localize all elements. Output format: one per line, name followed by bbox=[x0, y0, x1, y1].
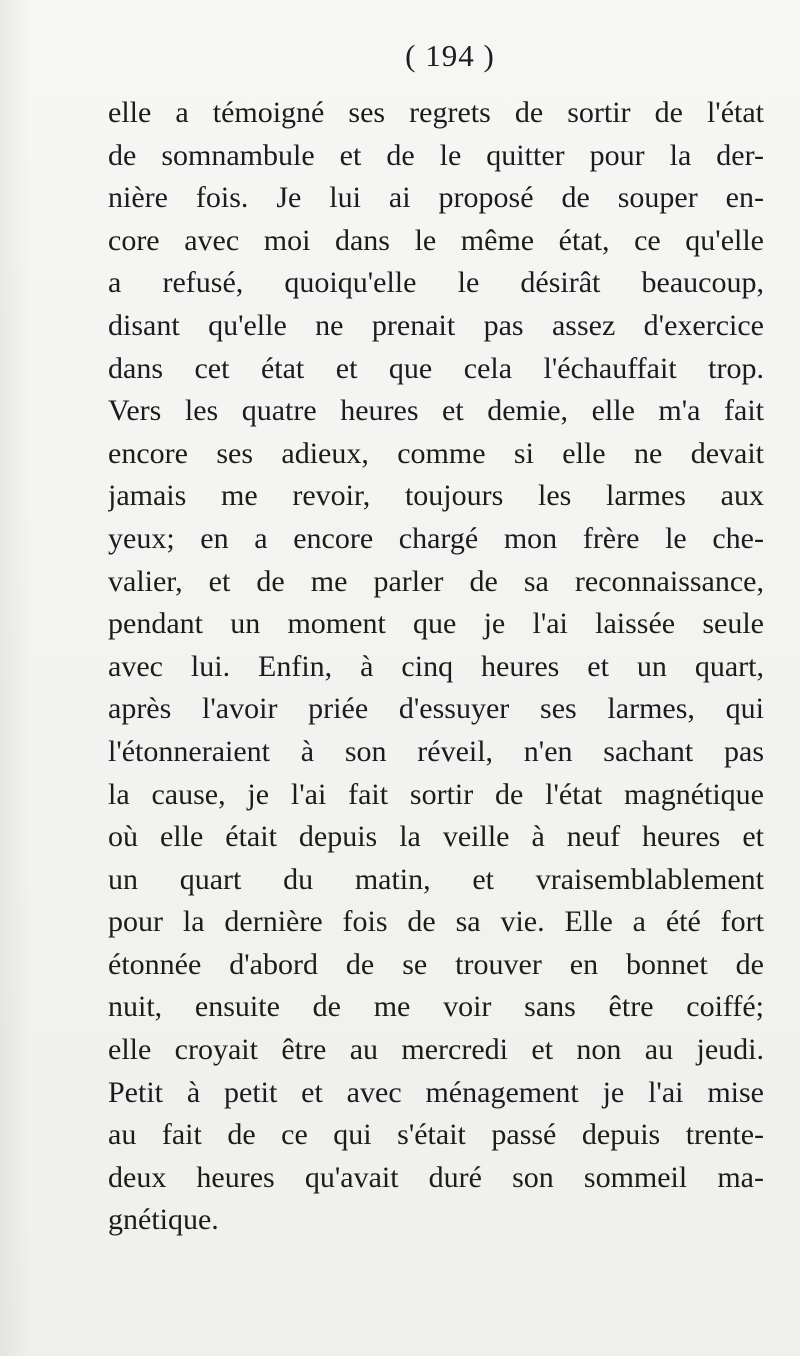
text-line: l'étonneraient à son réveil, n'en sachant pas bbox=[108, 734, 764, 768]
text-line: elle croyait être au mercredi et non au jeudi. bbox=[108, 1033, 764, 1067]
text-line: après l'avoir priée d'essuyer ses larmes, qui bbox=[108, 692, 764, 726]
text-line: au fait de ce qui s'était passé depuis trente- bbox=[108, 1118, 764, 1152]
text-line: la cause, je l'ai fait sortir de l'état magnétique bbox=[108, 777, 764, 811]
text-line: Petit à petit et avec ménagement je l'ai mise bbox=[108, 1075, 764, 1109]
text-line: disant qu'elle ne prenait pas assez d'exercice bbox=[108, 308, 764, 342]
text-line: de somnambule et de le quitter pour la der- bbox=[108, 138, 764, 172]
text-line: nuit, ensuite de me voir sans être coiffé; bbox=[108, 990, 764, 1024]
text-line: dans cet état et que cela l'échauffait trop. bbox=[108, 351, 764, 385]
text-line: un quart du matin, et vraisemblablement bbox=[108, 862, 764, 896]
body-text bbox=[108, 92, 764, 1242]
text-line: pendant un moment que je l'ai laissée seule bbox=[108, 607, 764, 641]
text-line: avec lui. Enfin, à cinq heures et un quart, bbox=[108, 649, 764, 683]
text-line: jamais me revoir, toujours les larmes aux bbox=[108, 479, 764, 513]
text-line: valier, et de me parler de sa reconnaissance, bbox=[108, 564, 764, 598]
text-line: elle a témoigné ses regrets de sortir de l'état bbox=[108, 96, 764, 129]
text-line: gnétique. bbox=[108, 1203, 219, 1237]
text-line: où elle était depuis la veille à neuf heures et bbox=[108, 820, 764, 854]
text-line: étonnée d'abord de se trouver en bonnet de bbox=[108, 947, 764, 981]
page-number: ( 194 ) bbox=[405, 38, 495, 73]
text-line: deux heures qu'avait duré son sommeil ma- bbox=[108, 1160, 764, 1194]
text-line: encore ses adieux, comme si elle ne devait bbox=[108, 436, 764, 470]
text-line: yeux; en a encore chargé mon frère le che- bbox=[108, 521, 764, 555]
text-line: a refusé, quoiqu'elle le désirât beaucoup, bbox=[108, 266, 764, 300]
text-line: Vers les quatre heures et demie, elle m'a fait bbox=[108, 394, 764, 428]
text-line: core avec moi dans le même état, ce qu'elle bbox=[108, 223, 764, 257]
text-line: nière fois. Je lui ai proposé de souper en- bbox=[108, 181, 764, 215]
text-line: pour la dernière fois de sa vie. Elle a été fort bbox=[108, 905, 764, 939]
